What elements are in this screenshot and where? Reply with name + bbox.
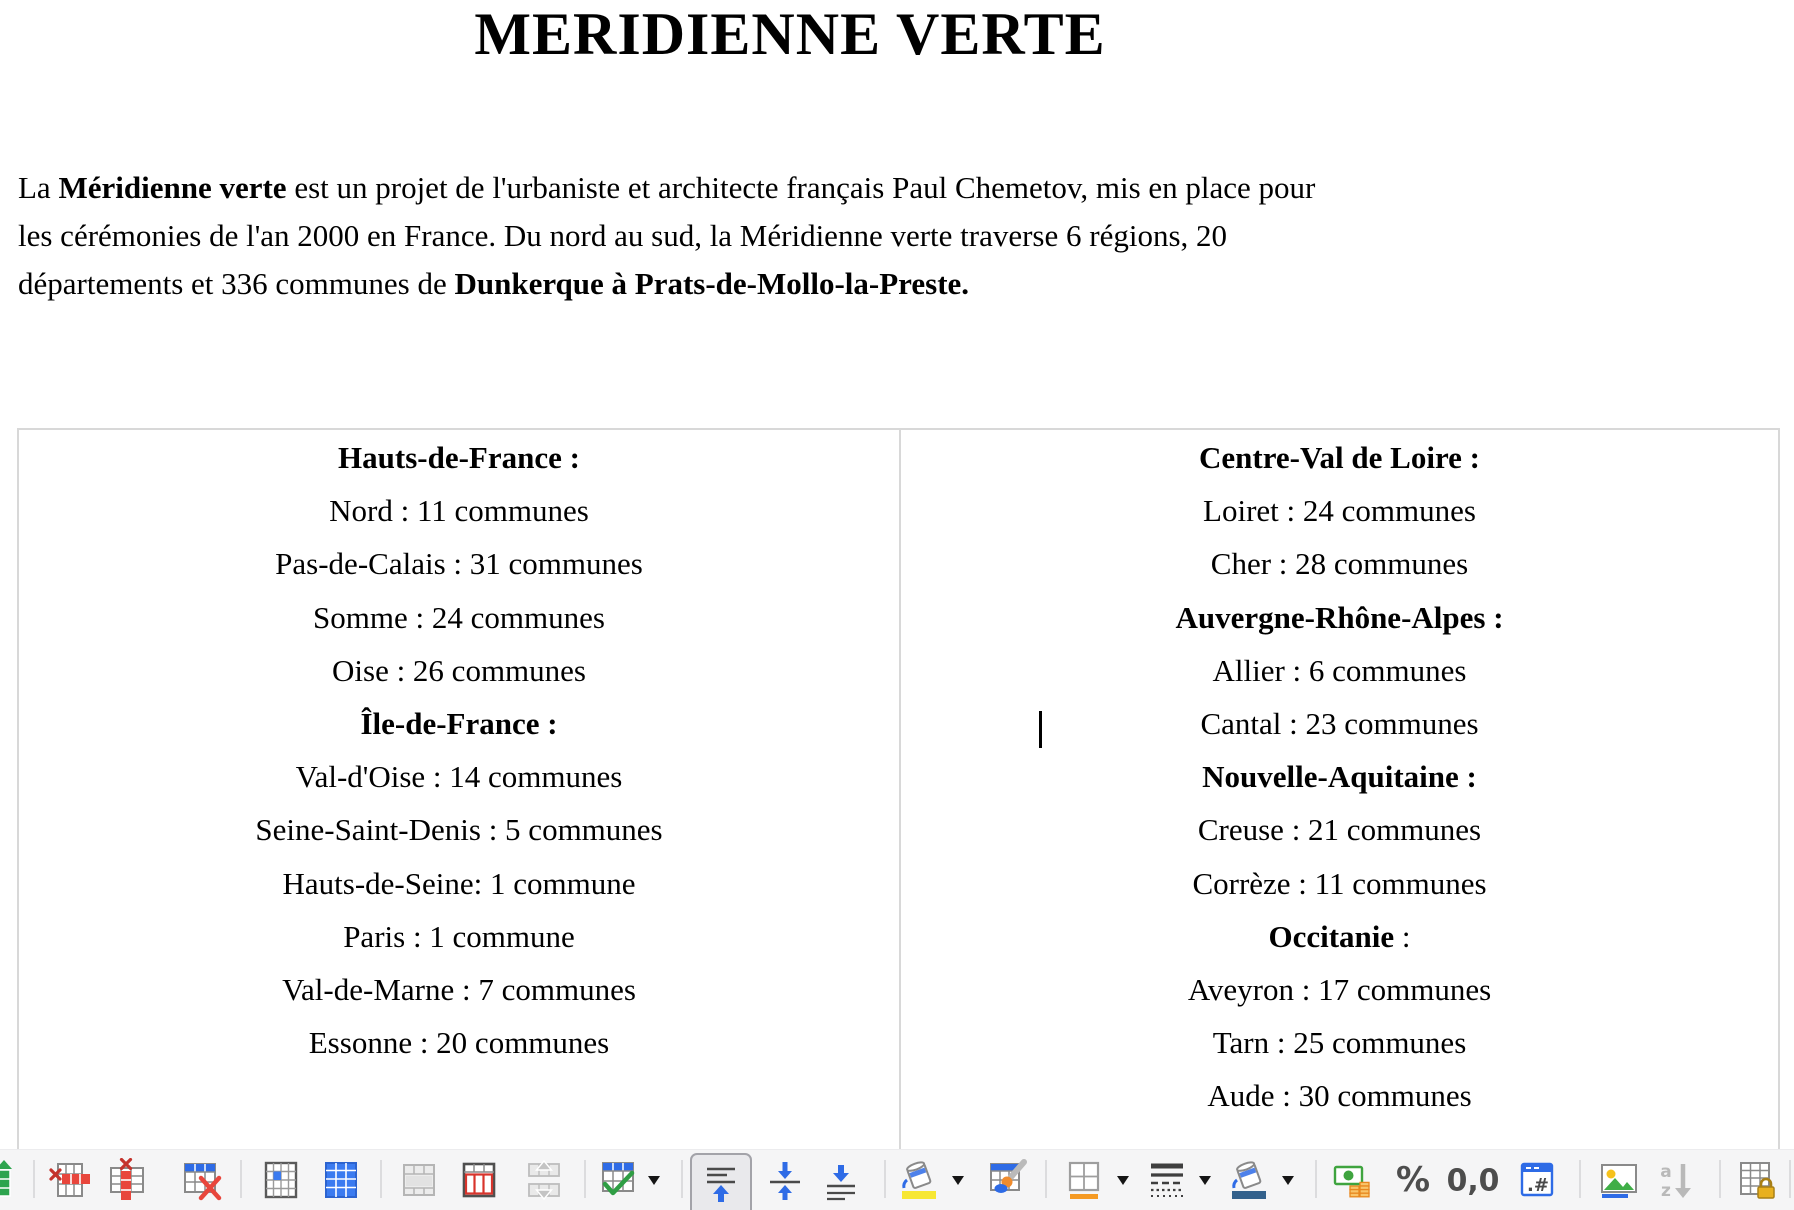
toolbar-separator [1719,1160,1721,1198]
table-cell-paragraph[interactable]: Occitanie : [1268,918,1411,954]
table-cell-paragraph[interactable]: Essonne : 20 communes [308,1025,610,1061]
table-cell-paragraph[interactable]: Centre-Val de Loire : [1199,440,1480,475]
background-color-icon [897,1158,941,1202]
protect-cells-icon [1736,1158,1780,1202]
table-cell-paragraph[interactable]: Nord : 11 communes [329,493,589,529]
text-cursor [1039,711,1042,748]
currency-format-icon [1331,1158,1375,1202]
svg-text:%: % [1395,1160,1431,1200]
borders-button[interactable] [1061,1157,1107,1203]
table-cell-paragraph[interactable]: Nouvelle-Aquitaine : [1202,759,1477,795]
document-title[interactable]: MERIDIENNE VERTE [474,1,1106,67]
border-style-icon [1145,1158,1189,1202]
split-table-icon [522,1158,566,1202]
background-color-dropdown-arrow[interactable] [952,1176,964,1185]
delete-table-button[interactable] [178,1157,224,1203]
border-color-icon [1227,1158,1271,1202]
table-cell-paragraph[interactable]: Aude : 30 communes [1207,1078,1472,1114]
border-style-button[interactable] [1144,1157,1190,1203]
delete-column-button[interactable] [104,1157,150,1203]
toolbar-separator [33,1160,35,1198]
align-top-icon [699,1162,743,1206]
split-cells-button[interactable] [456,1157,502,1203]
autoformat-table-icon [986,1158,1030,1202]
toolbar-separator [584,1160,586,1198]
svg-text:z: z [1661,1181,1671,1201]
table-cell-paragraph[interactable]: Auvergne-Rhône-Alpes : [1175,599,1504,635]
intro-paragraph[interactable] [18,164,1315,308]
percent-format-button[interactable] [1390,1157,1436,1203]
toolbar-separator [1315,1160,1317,1198]
select-cell-button[interactable] [258,1157,304,1203]
paragraph-line[interactable]: les cérémonies de l'an 2000 en France. Du nord au sud, la Méridienne verte traverse 6 régions, 20 [18,218,1228,253]
decimal-format-icon [1447,1158,1499,1202]
table-cell-paragraph[interactable]: Hauts-de-France : [338,440,580,475]
table-cell-paragraph[interactable]: Seine-Saint-Denis : 5 communes [255,812,663,848]
split-cells-icon [457,1158,501,1202]
currency-format-button[interactable] [1330,1157,1376,1203]
insert-image-icon [1597,1158,1641,1202]
table-cell-paragraph[interactable]: Val-de-Marne : 7 communes [282,971,636,1007]
delete-table-icon [179,1158,223,1202]
percent-format-icon [1391,1158,1435,1202]
toolbar-separator [1045,1160,1047,1198]
svg-text:a: a [1660,1162,1672,1182]
borders-icon [1062,1158,1106,1202]
insert-image-button[interactable] [1596,1157,1642,1203]
border-color-dropdown-arrow[interactable] [1282,1176,1294,1185]
select-table-icon [319,1158,363,1202]
toolbar-separator [240,1160,242,1198]
center-vertically-button[interactable] [762,1157,808,1203]
table-cell-paragraph[interactable]: Loiret : 24 communes [1203,493,1476,529]
align-top-button[interactable] [690,1153,752,1210]
table-cell-paragraph[interactable]: Île-de-France : [360,705,558,741]
delete-row-button[interactable] [48,1157,94,1203]
merge-cells-button[interactable] [396,1157,442,1203]
svg-text:.#: .# [1527,1175,1549,1196]
number-format-button[interactable] [1514,1157,1560,1203]
table-cell-paragraph[interactable]: Cher : 28 communes [1210,546,1469,582]
table-column-right[interactable] [901,431,1778,1149]
table-cell-paragraph[interactable]: Hauts-de-Seine: 1 commune [282,865,636,901]
split-table-button[interactable] [521,1157,567,1203]
table-cell-paragraph[interactable]: Pas-de-Calais : 31 communes [275,546,643,582]
decimal-format-button[interactable] [1446,1157,1500,1203]
svg-text:0,0: 0,0 [1447,1163,1499,1199]
optimize-size-button[interactable] [596,1157,642,1203]
background-color-button[interactable] [896,1157,942,1203]
toolbar-separator [884,1160,886,1198]
sort-icon [1656,1158,1700,1202]
align-bottom-button[interactable] [818,1157,864,1203]
table-cell-paragraph[interactable]: Somme : 24 communes [313,599,605,635]
table-cell-paragraph[interactable]: Val-d'Oise : 14 communes [295,759,623,795]
table-toolbar [0,1149,1794,1210]
insert-column-button[interactable] [0,1157,24,1203]
border-color-button[interactable] [1226,1157,1272,1203]
number-format-icon [1515,1158,1559,1202]
borders-dropdown-arrow[interactable] [1117,1176,1129,1185]
toolbar-separator [681,1160,683,1198]
table-cell-paragraph[interactable]: Aveyron : 17 communes [1187,971,1492,1007]
autoformat-table-button[interactable] [985,1157,1031,1203]
table-cell-paragraph[interactable]: Cantal : 23 communes [1200,705,1479,741]
communes-table[interactable] [17,428,1780,1149]
select-table-button[interactable] [318,1157,364,1203]
border-style-dropdown-arrow[interactable] [1199,1176,1211,1185]
table-cell-paragraph[interactable]: Allier : 6 communes [1212,652,1467,688]
sort-button[interactable] [1655,1157,1701,1203]
table-cell-paragraph[interactable]: Corrèze : 11 communes [1192,865,1487,901]
table-cell-paragraph[interactable]: Paris : 1 commune [343,918,575,954]
center-vertically-icon [763,1158,807,1202]
table-cell-paragraph[interactable]: Creuse : 21 communes [1197,812,1482,848]
optimize-size-dropdown-arrow[interactable] [648,1176,660,1185]
table-column-left[interactable] [19,431,899,1149]
protect-cells-button[interactable] [1735,1157,1781,1203]
merge-cells-icon [397,1158,441,1202]
paragraph-line[interactable]: La Méridienne verte est un projet de l'urbaniste et architecte français Paul Chemetov, mis en place pour [18,170,1316,205]
delete-row-icon [49,1158,93,1202]
toolbar-separator [1579,1160,1581,1198]
table-cell-paragraph[interactable]: Oise : 26 communes [332,652,586,688]
table-cell-paragraph[interactable]: Tarn : 25 communes [1212,1025,1467,1061]
align-bottom-icon [819,1158,863,1202]
paragraph-line[interactable]: départements et 336 communes de Dunkerque à Prats-de-Mollo-la-Preste. [18,266,970,301]
select-cell-icon [259,1158,303,1202]
toolbar-separator [1789,1160,1791,1198]
toolbar-separator [380,1160,382,1198]
insert-column-icon [0,1158,23,1202]
delete-column-icon [105,1158,149,1202]
optimize-size-icon [597,1158,641,1202]
